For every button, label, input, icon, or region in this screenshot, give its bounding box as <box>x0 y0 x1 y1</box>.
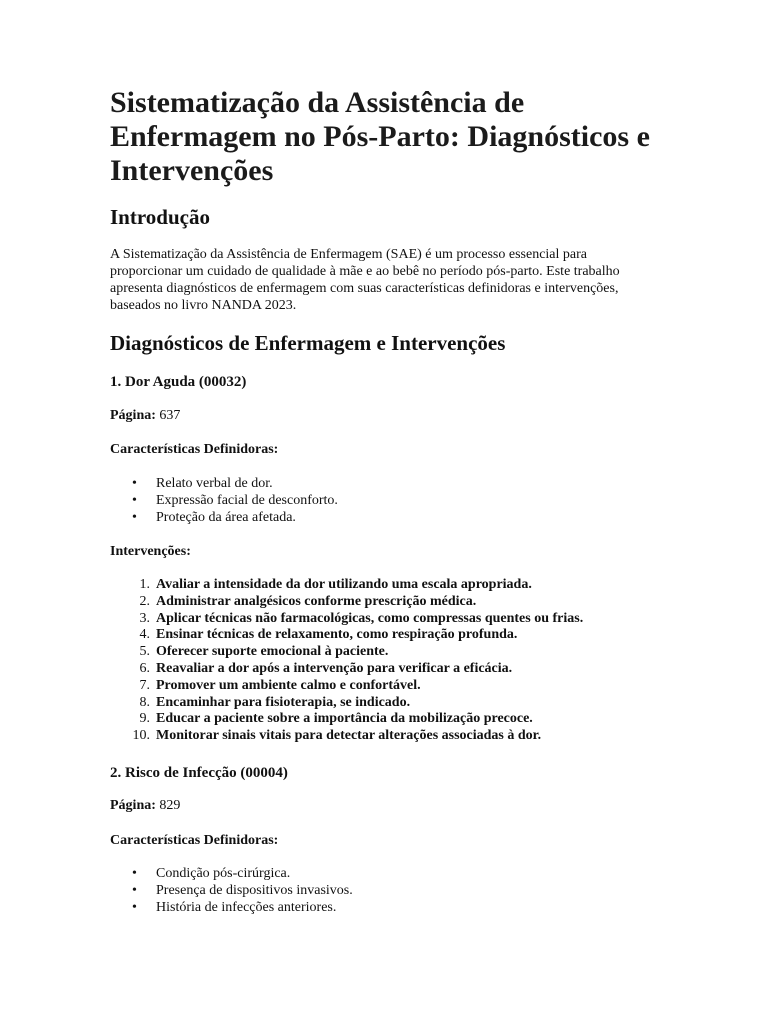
characteristics-label: Características Definidoras: <box>110 442 279 457</box>
list-item: 8. Encaminhar para fisioterapia, se indicado. <box>139 694 411 710</box>
list-item: 2. Administrar analgésicos conforme prescrição médica. <box>139 593 477 609</box>
list-item: 5. Oferecer suporte emocional à paciente. <box>139 644 389 660</box>
list-item: • Proteção da área afetada. <box>132 510 296 525</box>
page-reference <box>110 797 180 814</box>
list-item: • Expressão facial de desconforto. <box>132 493 338 508</box>
page-value: 637 <box>159 408 181 423</box>
characteristics-label: Características Definidoras: <box>110 833 279 848</box>
list-item: 9. Educar a paciente sobre a importância da mobilização precoce. <box>139 711 533 727</box>
list-item: 6. Reavaliar a dor após a intervenção para verificar a eficácia. <box>139 660 513 676</box>
list-item: • Presença de dispositivos invasivos. <box>132 883 353 898</box>
page-label: Página: <box>110 408 156 423</box>
section-heading: Diagnósticos de Enfermagem e Intervenções <box>110 331 506 355</box>
diagnosis-heading: 1. Dor Aguda (00032) <box>110 374 247 390</box>
list-item: • Condição pós-cirúrgica. <box>132 866 291 881</box>
list-item: • Relato verbal de dor. <box>132 476 273 491</box>
intro-heading: Introdução <box>110 205 210 229</box>
page-reference <box>110 407 180 424</box>
characteristics-list <box>110 475 338 526</box>
intro-paragraph: A Sistematização da Assistência de Enfermagem (SAE) é um processo essencial para proporcionar um cuidado de qualidade à mãe e ao bebê no período pós-parto. Este trabalho apresenta diagnósticos de enfermagem com suas características definidoras e intervenções, baseados no livro NANDA 2023. <box>110 247 620 313</box>
characteristics-list <box>110 865 353 916</box>
diagnosis-heading: 2. Risco de Infecção (00004) <box>110 765 288 781</box>
interventions-label: Intervenções: <box>110 544 191 559</box>
list-item: 10. Monitorar sinais vitais para detectar alterações associadas à dor. <box>132 728 542 744</box>
list-item: 4. Ensinar técnicas de relaxamento, como respiração profunda. <box>139 627 518 643</box>
list-item: 3. Aplicar técnicas não farmacológicas, como compressas quentes ou frias. <box>139 610 584 626</box>
list-item: 1. Avaliar a intensidade da dor utilizando uma escala apropriada. <box>139 577 532 592</box>
document-title: Sistematização da Assistência de Enfermagem no Pós-Parto: Diagnósticos e Intervenções <box>110 86 650 187</box>
page-value: 829 <box>159 798 181 813</box>
interventions-list <box>110 577 583 745</box>
list-item: 7. Promover um ambiente calmo e confortável. <box>139 677 421 693</box>
page-label: Página: <box>110 798 156 813</box>
list-item: • História de infecções anteriores. <box>132 900 337 915</box>
